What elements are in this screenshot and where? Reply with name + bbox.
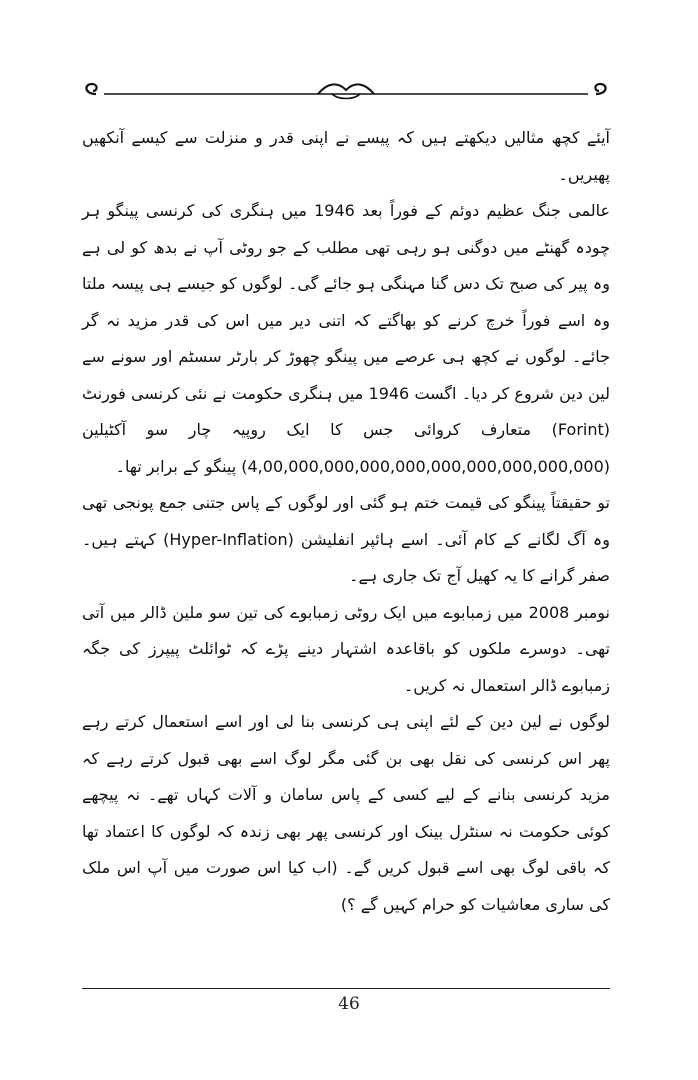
- paragraph: آیئے کچھ مثالیں دیکھتے ہیں کہ پیسے نے اپنی قدر و منزلت سے کیسے آنکھیں پھیریں۔: [82, 128, 610, 184]
- header-ornament: [82, 72, 610, 104]
- paragraph: نومبر 2008 میں زمبابوے میں ایک روٹی زمبابوے کی تین سو ملین ڈالر میں آتی تھی۔ دوسرے ملکوں کو باقاعدہ اشتہار دینے پڑے کہ ٹوائلٹ پیپرز کی جگہ زمبابوے ڈالر استعمال نہ کریں۔: [82, 602, 611, 695]
- footer-divider: [82, 988, 610, 989]
- paragraph: عالمی جنگ عظیم دوئم کے فوراً بعد 1946 میں ہنگری کی کرنسی پینگو ہر چودہ گھنٹے میں دوگنی ہو رہی تھی مطلب کے جو روٹی آپ نے بدھ کو لی ہے وہ پیر کی صبح تک دس گنا مہنگی ہو جائے گی۔ لوگوں کو جیسے ہی پیسہ ملتا وہ اسے فوراً خرچ کرنے کو بھاگتے کہ اتنی دیر میں اس کی قدر مزید نہ گر جائے۔ لوگوں نے کچھ ہی عرصے میں پینگو چھوڑ کر بارٹر سسٹم اور سونے سے لین دین شروع کر دیا۔ اگست 1946 میں ہنگری حکومت نے نئی کرنسی فورنٹ (Forint) متعارف کروائی جس کا ایک روپیہ چار سو آکٹیلین (4,00,000,000,000,000,000,000,000,000,000) پینگو کے برابر تھا۔: [82, 201, 611, 476]
- paragraph: تو حقیقتاً پینگو کی قیمت ختم ہو گئی اور لوگوں کے پاس جتنی جمع پونجی تھی وہ آگ لگانے کے کام آئی۔ اسے ہائپر انفلیشن (Hyper-Inflation) کہتے ہیں۔ صفر گرانے کا یہ کھیل آج تک جاری ہے۔: [82, 493, 610, 585]
- paragraph: لوگوں نے لین دین کے لئے اپنی ہی کرنسی بنا لی اور اسے استعمال کرتے رہے پھر اس کرنسی کی نقل بھی بن گئی مگر لوگ اسے بھی قبول کرتے رہے کہ مزید کرنسی بنانے کے لیے کسی کے پاس سامان و آلات کہاں تھے۔ نہ پیچھے کوئی حکومت نہ سنٹرل بینک اور کرنسی پھر بھی زندہ کہ لوگوں کا اعتماد تھا کہ باقی لوگ بھی اسے قبول کریں گے۔ (اب کیا اس صورت میں آپ اس ملک کی ساری معاشیات کو حرام کہیں گے ؟): [82, 712, 610, 914]
- page-number: 46: [338, 994, 360, 1014]
- page-text: [82, 120, 610, 923]
